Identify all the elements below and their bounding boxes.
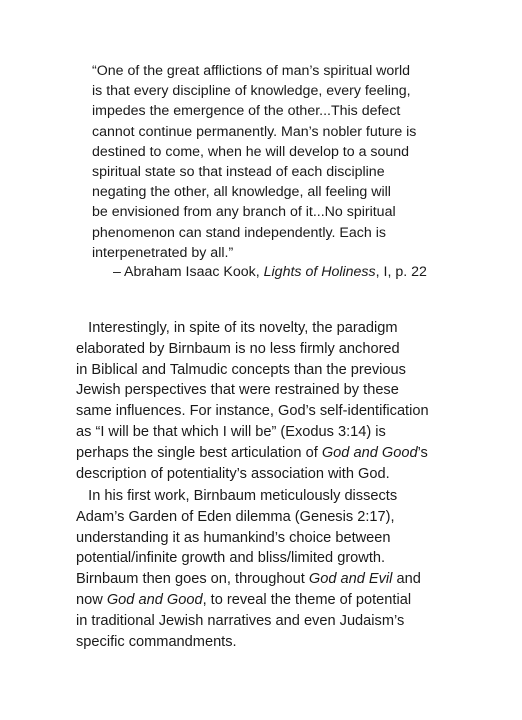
paragraph-line: description of potentiality’s association with God. [76, 465, 390, 482]
paragraph-text: , to reveal the theme of potential [202, 591, 412, 608]
paragraph-line: potential/infinite growth and bliss/limited growth. [76, 550, 386, 567]
quote-line: negating the other, all knowledge, all feeling will [92, 184, 391, 201]
quote-attribution [113, 262, 427, 282]
paragraph-line: Jewish perspectives that were restrained by these [76, 382, 399, 399]
paragraph-line: in Biblical and Talmudic concepts than the previous [76, 361, 406, 378]
paragraph-line: in traditional Jewish narratives and even Judaism’s [76, 612, 405, 629]
attribution-work-title: Lights of Holiness [263, 264, 376, 280]
body-paragraph-2 [76, 486, 456, 652]
paragraph-text: and [392, 571, 421, 588]
quote-line: impedes the emergence of the other...This defect [92, 103, 401, 120]
quote-line: spiritual state so that instead of each discipline [92, 164, 385, 181]
book-title: God and Good [106, 591, 203, 608]
paragraph-line: In his first work, Birnbaum meticulously dissects [76, 488, 398, 504]
quote-line: is that every discipline of knowledge, every feeling, [92, 83, 411, 100]
quote-line: destined to come, when he will develop to a sound [92, 143, 410, 160]
quote-line: “One of the great afflictions of man’s spiritual world [92, 63, 411, 79]
quote-line: be envisioned from any branch of it...No spiritual [92, 204, 396, 221]
paragraph-line: understanding it as humankind’s choice between [76, 529, 391, 546]
paragraph-line: as “I will be that which I will be” (Exodus 3:14) is [76, 423, 386, 440]
epigraph-quote [92, 61, 452, 263]
paragraph-line: elaborated by Birnbaum is no less firmly anchored [76, 340, 400, 357]
quote-line: cannot continue permanently. Man’s nobler future is [92, 123, 417, 140]
paragraph-line: Interestingly, in spite of its novelty, the paradigm [76, 320, 398, 336]
paragraph-text: ’s [417, 444, 428, 461]
quote-line: phenomenon can stand independently. Each is [92, 224, 386, 241]
paragraph-line [76, 443, 456, 464]
body-paragraph-1 [76, 318, 456, 484]
paragraph-line [76, 590, 456, 611]
quote-line: interpenetrated by all.” [92, 244, 234, 261]
paragraph-text: now [76, 591, 107, 608]
paragraph-line [76, 569, 456, 590]
paragraph-text: perhaps the single best articulation of [76, 444, 322, 461]
paragraph-text: Birnbaum then goes on, throughout [76, 571, 309, 588]
book-title: God and Evil [308, 571, 393, 588]
paragraph-line: Adam’s Garden of Eden dilemma (Genesis 2:17), [76, 508, 395, 525]
attribution-citation: , I, p. 22 [375, 264, 427, 280]
book-title: God and Good [321, 444, 418, 461]
paragraph-line: specific commandments. [76, 633, 237, 650]
paragraph-line: same influences. For instance, God’s self-identification [76, 403, 429, 420]
attribution-author: – Abraham Isaac Kook, [113, 264, 264, 280]
